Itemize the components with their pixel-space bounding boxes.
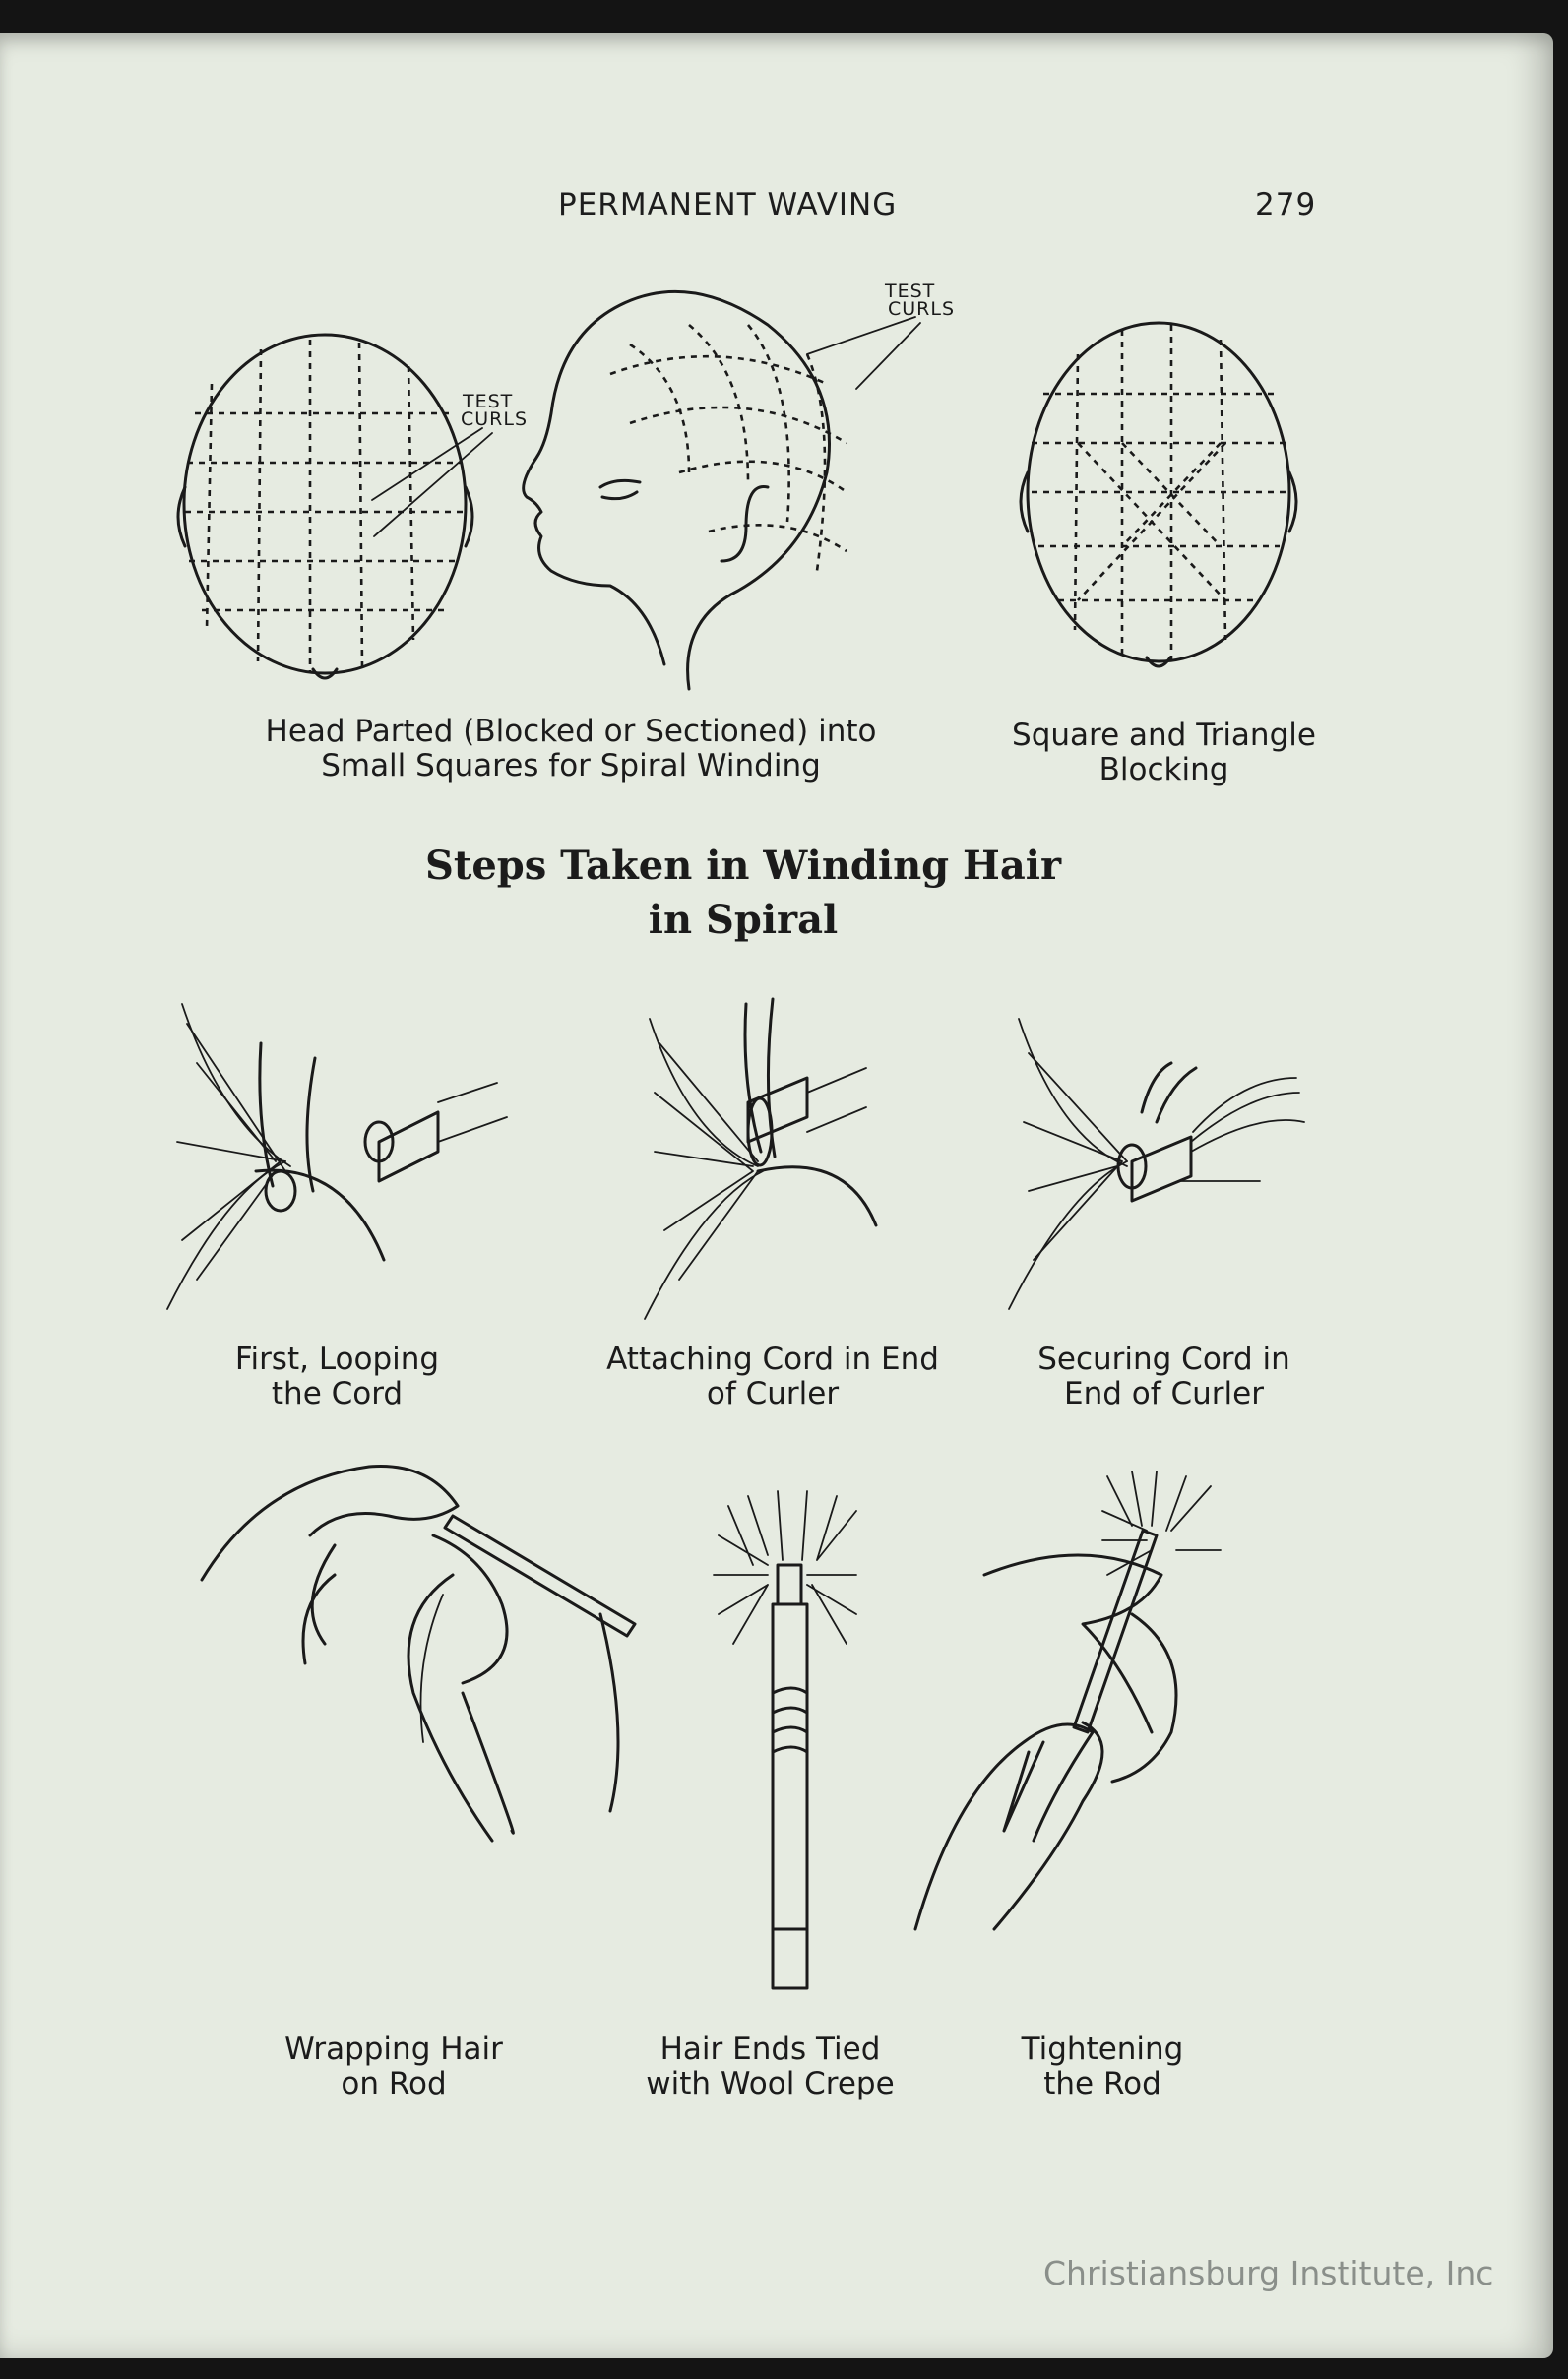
step-6-drawing [915, 1471, 1221, 1929]
head-top-view-triangles [1021, 323, 1296, 666]
step-3-caption: Securing Cord in End of Curler [1037, 1342, 1290, 1411]
step-4-drawing [202, 1467, 635, 1842]
step-1-caption: First, Looping the Cord [234, 1342, 440, 1411]
test-curls-label-1-bottom: CURLS [461, 408, 529, 430]
section-heading: Steps Taken in Winding Hair in Spiral [424, 843, 1062, 943]
step-5-caption: Hair Ends Tied with Wool Crepe [646, 2032, 895, 2101]
step-3-drawing [1009, 1019, 1304, 1309]
caption-triangle-blocking: Square and Triangle Blocking [1012, 718, 1316, 787]
page-number: 279 [1255, 187, 1317, 222]
step-1-drawing [167, 1004, 507, 1309]
step-5-drawing [714, 1491, 856, 1988]
step-2-caption: Attaching Cord in End of Curler [606, 1342, 939, 1411]
running-head: PERMANENT WAVING [558, 187, 898, 222]
head-profile-view [524, 281, 955, 689]
page-header [0, 187, 1553, 226]
watermark: Christiansburg Institute, Inc [1043, 2254, 1494, 2292]
step-6-caption: Tightening the Rod [1021, 2032, 1184, 2101]
step-2-drawing [645, 999, 876, 1319]
test-curls-label-1-top: TEST [463, 391, 514, 412]
caption-spiral-sectioning: Head Parted (Blocked or Sectioned) into Small Squares for Spiral Winding [265, 714, 877, 783]
head-top-view-squares [178, 335, 528, 678]
test-curls-label-2-top: TEST [885, 281, 936, 302]
test-curls-label-2-bottom: CURLS [888, 298, 956, 320]
step-4-caption: Wrapping Hair on Rod [284, 2032, 503, 2101]
